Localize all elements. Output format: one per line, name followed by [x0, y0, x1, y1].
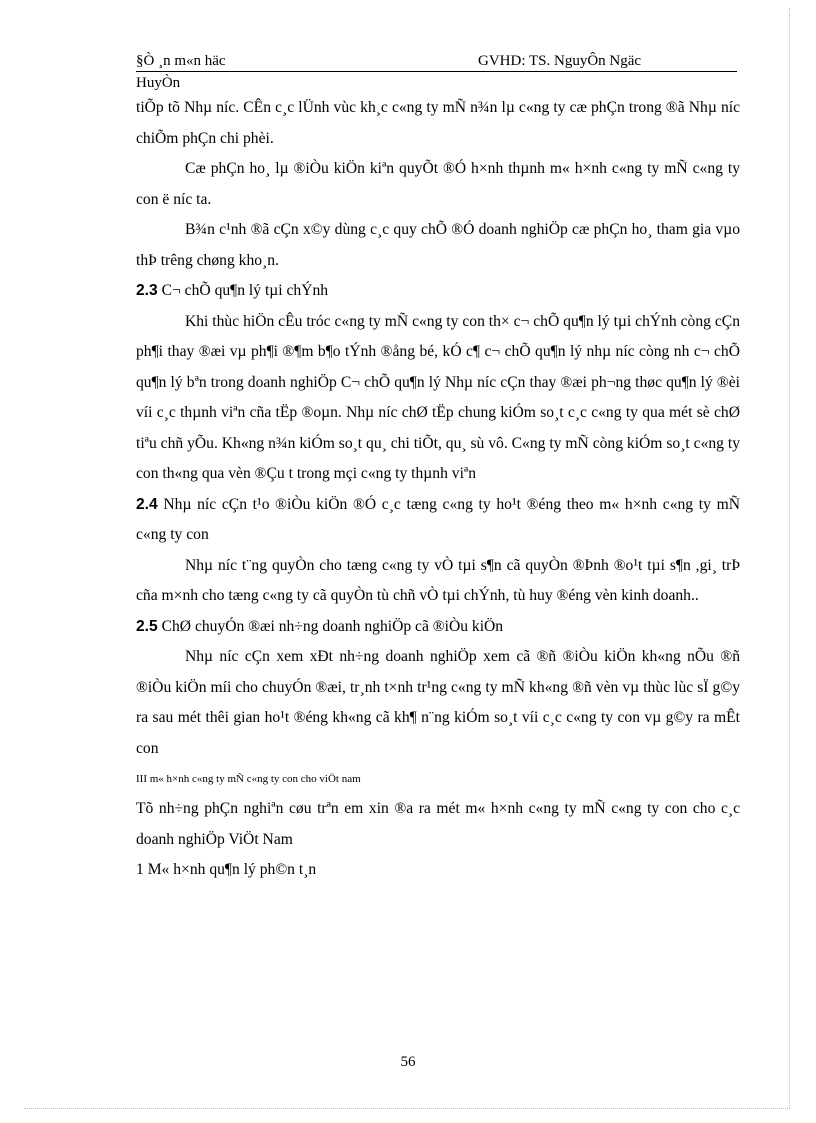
paragraph-2: Cæ phÇn ho¸ lµ ®iÒu kiÖn kiªn quyÕt ®Ó h×nh thµnh m« h×nh c«ng ty mÑ c«ng ty con ë níc ta.: [136, 160, 740, 208]
paragraph-3: B¾n c¹nh ®ã cÇn x©y dùng c¸c quy chÕ ®Ó doanh nghiÖp cæ phÇn ho¸ tham gia vµo thÞ trêng chøng kho¸n.: [136, 221, 740, 269]
page-number: 56: [400, 1054, 416, 1070]
section-2-4-heading: [136, 490, 740, 551]
bottom-border: [24, 1108, 790, 1109]
section-2-5-heading: [136, 612, 740, 643]
section-number: 2.4: [136, 495, 158, 513]
section-title: ChØ chuyÓn ®æi nh÷ng doanh nghiÖp cã ®iÒu kiÖn: [161, 617, 504, 635]
section-title: C¬ chÕ qu¶n lý tµi chÝnh: [161, 282, 329, 299]
paragraph-7: Tõ nh÷ng phÇn nghiªn cøu trªn em xin ®a ra mét m« h×nh c«ng ty mÑ c«ng ty con cho c¸c doanh nghiÖp ViÖt Nam: [136, 800, 740, 848]
section-title: Nhµ níc cÇn t¹o ®iÒu kiÖn ®Ó c¸c tæng c«ng ty ho¹t ®éng theo m« h×nh c«ng ty mÑ c«ng ty con: [136, 495, 741, 543]
section-number: 2.3: [136, 282, 158, 299]
page-body: [136, 93, 740, 886]
section-2-3-heading: [136, 276, 740, 307]
section-3-heading: III m« h×nh c«ng ty mÑ c«ng ty con cho viÖt nam: [136, 773, 361, 785]
paragraph-1: tiÕp tõ Nhµ níc. CÊn c¸c lÜnh vùc kh¸c c«ng ty mÑ n¾n lµ c«ng ty cæ phÇn trong ®ã Nhµ níc chiÕm phÇn chi phèi.: [136, 99, 740, 147]
header-advisor-continuation: HuyÒn: [136, 75, 181, 91]
paragraph-6: Nhµ níc cÇn xem xÐt nh÷ng doanh nghiÖp xem cã ®ñ ®iÒu kiÖn kh«ng nÕu ®ñ ®iÒu kiÖn míi cho chuyÓn ®æi, tr¸nh t×nh tr¹ng c«ng ty mÑ kh«ng ®ñ vèn vµ thùc lùc sÏ g©y ra sau mét thêi gian ho¹t ®éng kh«ng cã kh¶ n¨ng kiÓm so¸t víi c¸c c«ng ty con vµ g©y ra mÊt con: [136, 648, 740, 757]
section-3-1-heading: 1 M« h×nh qu¶n lý ph©n t¸n: [136, 861, 317, 878]
header-advisor: GVHD: TS. NguyÔn Ngäc: [478, 53, 642, 69]
right-border: [789, 8, 790, 1108]
header-divider: [136, 71, 737, 72]
paragraph-5: Nhµ níc t¨ng quyÒn cho tæng c«ng ty vÒ tµi s¶n cã quyÒn ®Þnh ®o¹t tµi s¶n ,gi¸ trÞ cña m×nh cho tæng c«ng ty cã quyÒn tù chñ vÒ tµi chÝnh, tù huy ®éng vèn kinh doanh..: [136, 556, 740, 604]
section-number: 2.5: [136, 617, 158, 635]
paragraph-4: Khi thùc hiÖn cÊu tróc c«ng ty mÑ c«ng ty con th× c¬ chÕ qu¶n lý tµi chÝnh còng cÇn ph¶i thay ®æi vµ ph¶i ®¶m b¶o tÝnh ®ång bé, kÓ c¶ c¬ chÕ qu¶n lý nhµ níc còng nh c¬ chÕ qu¶n lý bªn trong doanh nghiÖp C¬ chÕ qu¶n lý Nhµ níc cÇn thay ®æi ph¬ng thøc qu¶n lý ®èi víi c¸c thµnh viªn cña tËp ®oµn. Nhµ níc chØ tËp chung kiÓm so¸t c¸c c«ng ty qua mét sè chØ tiªu chñ yÕu. Kh«ng n¾n kiÓm so¸t qu¸ chi tiÕt, qu¸ sù vô. C«ng ty mÑ còng kiÓm so¸t c«ng ty con th«ng qua vèn ®Çu t trong mçi c«ng ty thµnh viªn: [136, 312, 740, 482]
header-course: §Ò ¸n m«n häc: [136, 53, 226, 69]
